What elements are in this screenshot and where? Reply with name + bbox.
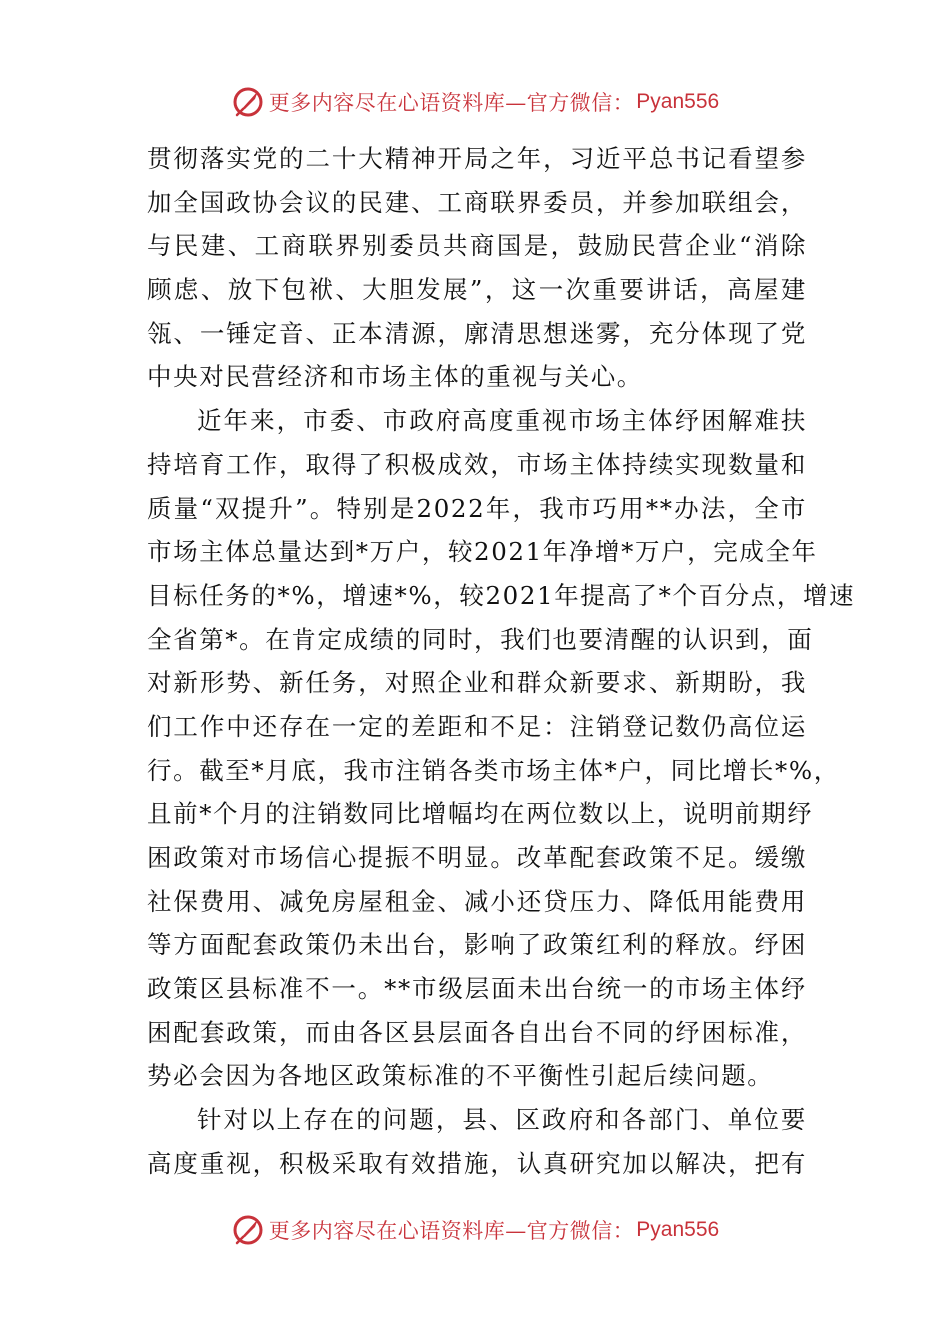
text-line: 瓴、一锤定音、正本清源，廓清思想迷雾，充分体现了党 — [147, 318, 807, 348]
text-line: 困政策对市场信心提振不明显。改革配套政策不足。缓缴 — [147, 843, 807, 872]
quill-logo-icon — [231, 1213, 265, 1247]
text-line: 目标任务的*%，增速*%，较2021年提高了*个百分点，增速 — [147, 580, 856, 610]
text-line: 持培育工作，取得了积极成效，市场主体持续实现数量和 — [147, 449, 807, 479]
quill-logo-icon — [231, 85, 265, 119]
text-line: 高度重视，积极采取有效措施，认真研究加以解决，把有 — [147, 1148, 807, 1178]
paragraph-3 — [147, 1098, 807, 1185]
text-line: 困配套政策，而由各区县层面各自出台不同的纾困标准， — [147, 1017, 807, 1047]
watermark-banner-top — [0, 82, 950, 122]
paragraph-1 — [147, 137, 807, 399]
watermark-wechat-id: Pyan556 — [636, 90, 720, 113]
text-line: 等方面配套政策仍未出台，影响了政策红利的释放。纾困 — [147, 930, 807, 960]
text-line: 且前*个月的注销数同比增幅均在两位数以上，说明前期纾 — [147, 799, 814, 829]
text-line: 全省第*。在肯定成绩的同时，我们也要清醒的认识到，面 — [147, 624, 814, 654]
text-line: 针对以上存在的问题，县、区政府和各部门、单位要 — [197, 1105, 807, 1135]
text-line: 加全国政协会议的民建、工商联界委员，并参加联组会， — [147, 187, 807, 217]
text-line: 贯彻落实党的二十大精神开局之年，习近平总书记看望参 — [147, 144, 807, 173]
text-line: 市场主体总量达到*万户，较2021年净增*万户，完成全年 — [147, 537, 818, 567]
watermark-text: 更多内容尽在心语资料库—官方微信： — [268, 1219, 635, 1243]
text-line: 行。截至*月底，我市注销各类市场主体*户，同比增长*%， — [147, 755, 840, 785]
paragraph-2 — [147, 399, 856, 1098]
text-line: 质量“双提升”。特别是2022年，我市巧用**办法，全市 — [147, 493, 807, 523]
text-line: 中央对民营经济和市场主体的重视与关心。 — [147, 362, 643, 392]
document-body — [147, 137, 856, 1186]
text-line: 与民建、工商联界别委员共商国是，鼓励民营企业“消除 — [147, 231, 807, 261]
watermark-banner-bottom — [0, 1210, 950, 1250]
watermark-wechat-id: Pyan556 — [636, 1218, 720, 1241]
text-line: 社保费用、减免房屋租金、减小还贷压力、降低用能费用 — [147, 886, 807, 916]
text-line: 势必会因为各地区政策标准的不平衡性引起后续问题。 — [147, 1061, 774, 1091]
text-line: 顾虑、放下包袱、大胆发展”，这一次重要讲话，高屋建 — [147, 275, 807, 305]
text-line: 近年来，市委、市政府高度重视市场主体纾困解难扶 — [197, 406, 807, 436]
watermark-text: 更多内容尽在心语资料库—官方微信： — [268, 91, 635, 115]
text-line: 对新形势、新任务，对照企业和群众新要求、新期盼，我 — [147, 668, 807, 698]
text-line: 政策区县标准不一。**市级层面未出台统一的市场主体纾 — [147, 974, 807, 1004]
text-line: 们工作中还存在一定的差距和不足：注销登记数仍高位运 — [147, 711, 807, 741]
